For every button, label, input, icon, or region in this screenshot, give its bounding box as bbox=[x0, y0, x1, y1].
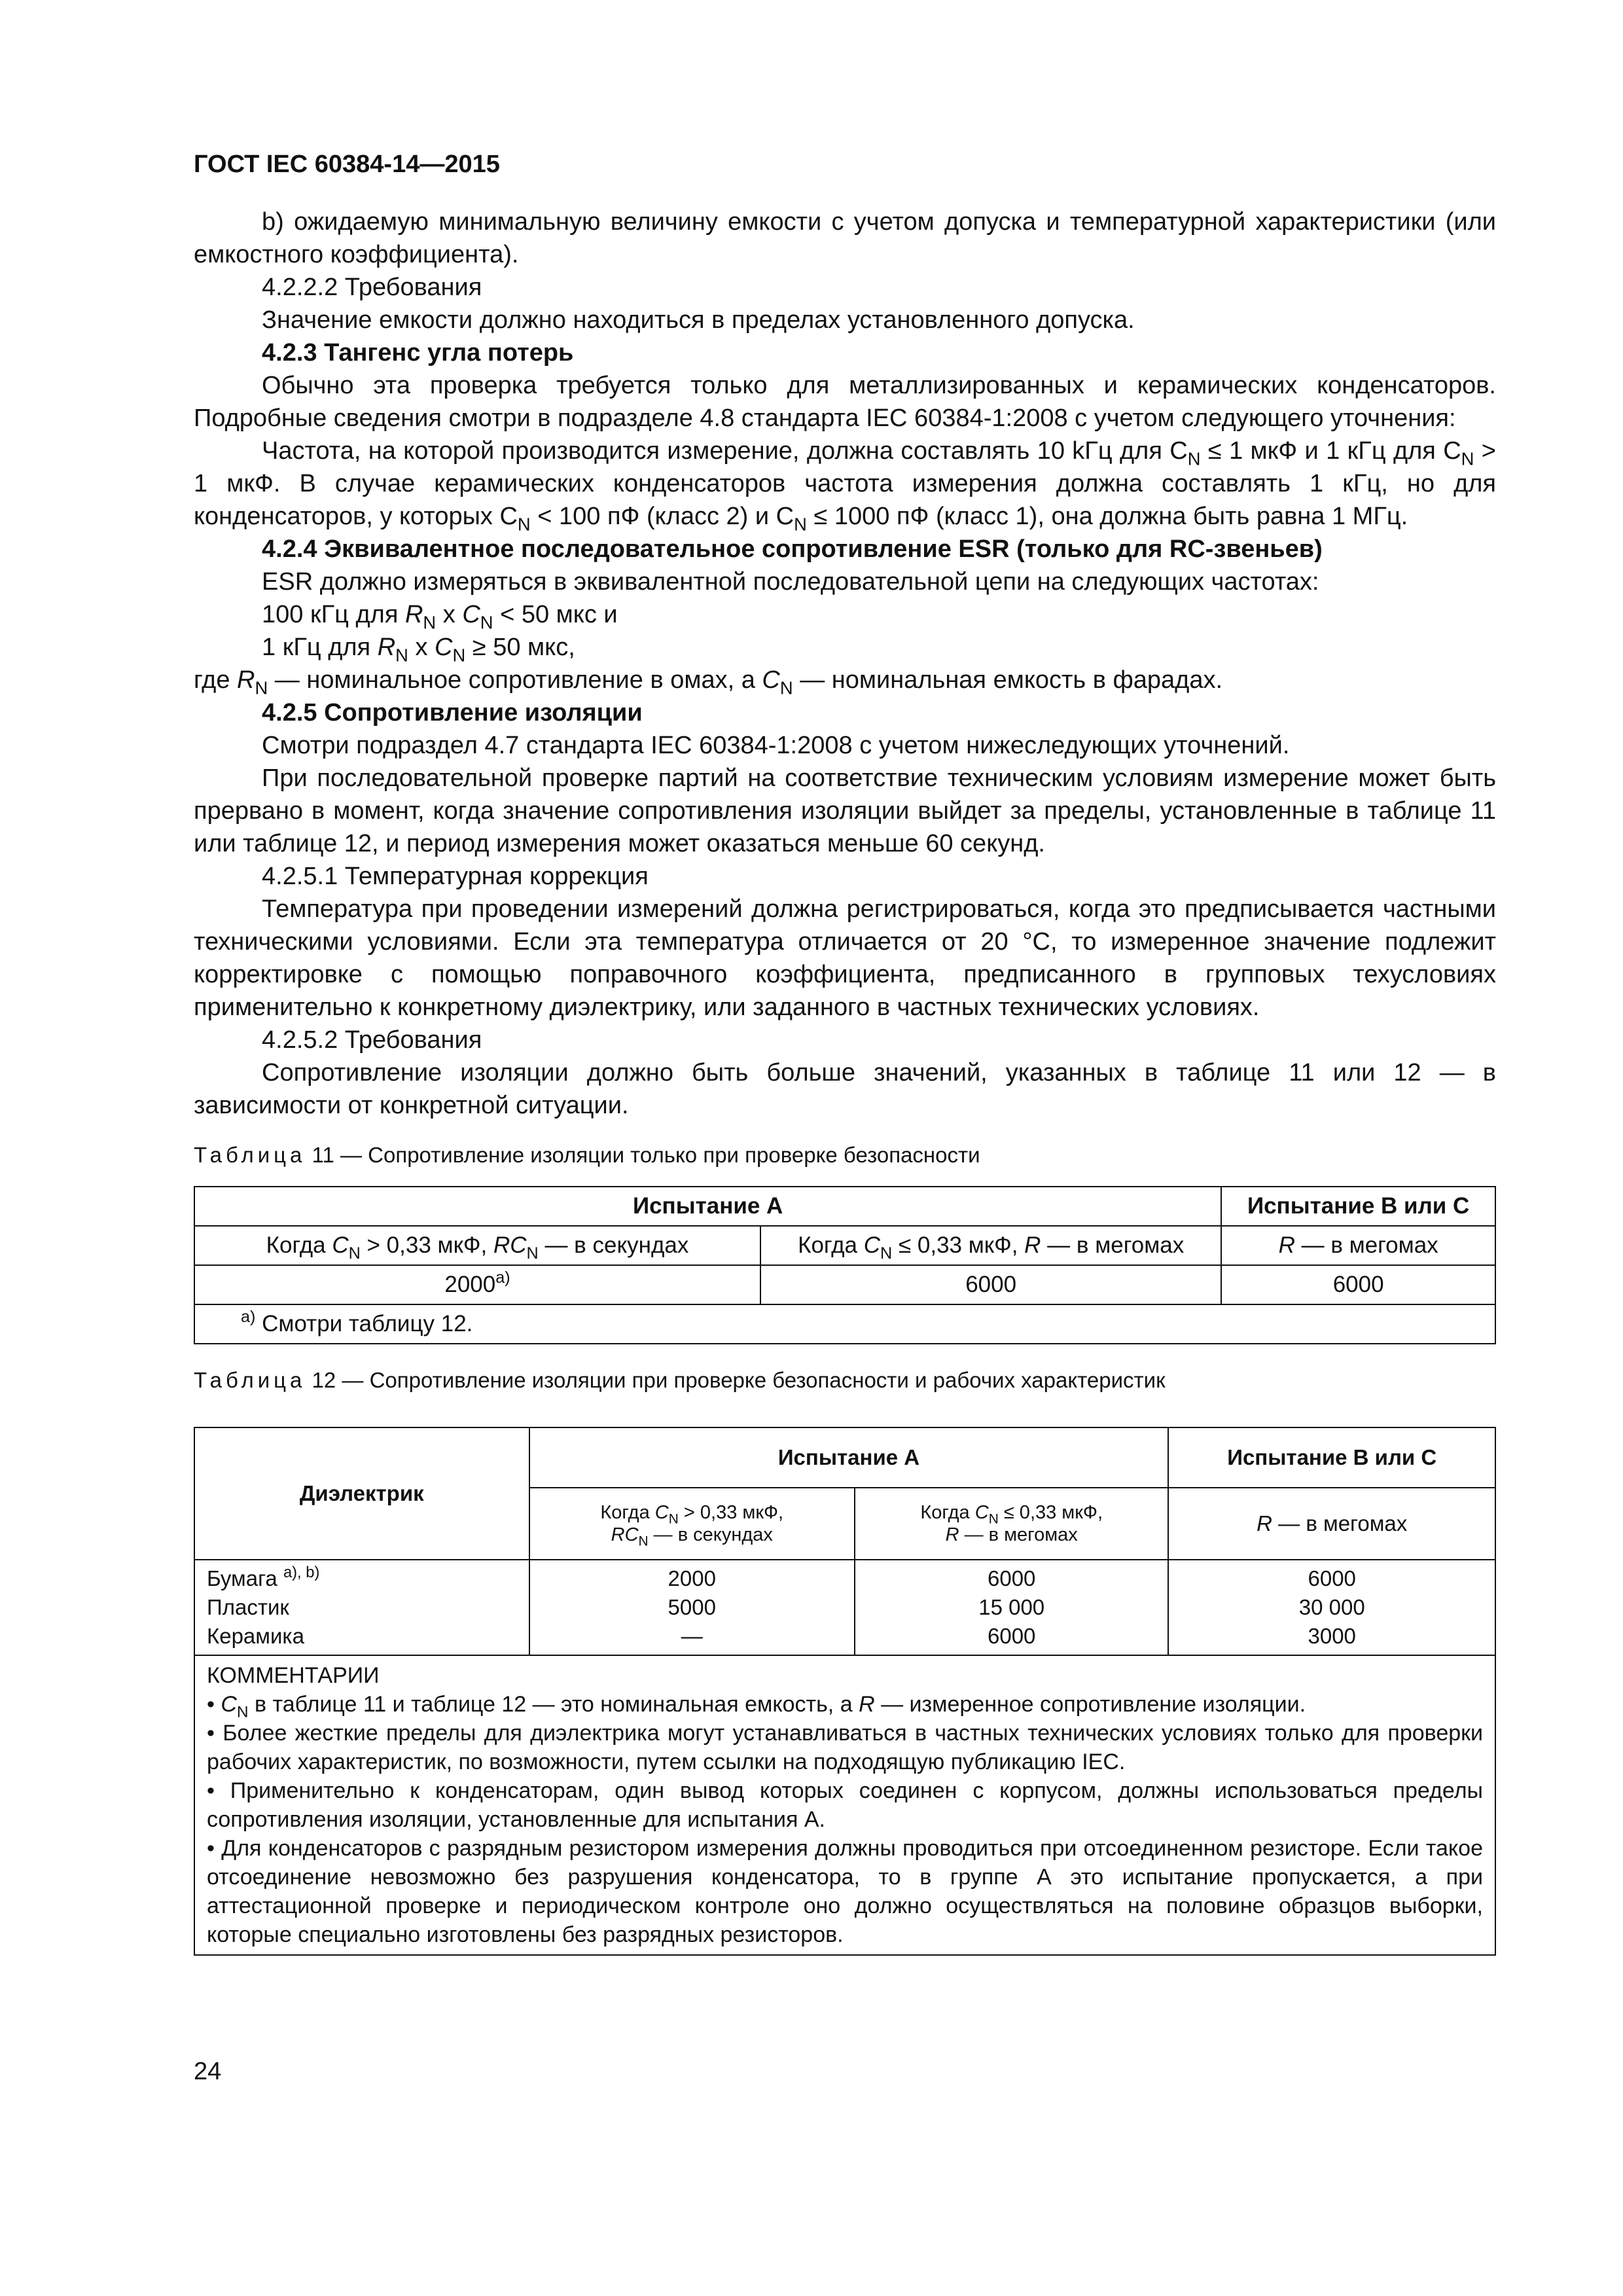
heading-4-2-5: 4.2.5 Сопротивление изоляции bbox=[262, 699, 643, 726]
subsection-4-2-5-1: 4.2.5.1 Температурная коррекция bbox=[262, 863, 649, 890]
table-11-col2-header: Когда $C_N \le 0,33$ мкФ, R — в мегомах bbox=[760, 1226, 1221, 1265]
table-11-value-2: 6000 bbox=[760, 1265, 1221, 1304]
table-12-col3-header: R — в мегомах bbox=[1168, 1488, 1495, 1560]
paragraph-loss-tangent: Обычно эта проверка требуется только для металлизированных и керамических конденсаторов. Подробные сведения смотри в подразделе 4.8 стандарта IEC 60384-1:2008 с учетом следующего уточнения: bbox=[194, 372, 1496, 432]
paragraph-esr: ESR должно измеряться в эквивалентной последовательной цепи на следующих частотах: bbox=[262, 568, 1319, 596]
document-header: ГОСТ IEC 60384-14—2015 bbox=[194, 151, 500, 178]
table-12-col2-values: 6000 15 000 6000 bbox=[855, 1560, 1168, 1655]
table-11-head-test-a: Испытание А bbox=[194, 1187, 1221, 1226]
table-12-dielectrics bbox=[194, 1560, 529, 1655]
table-11-caption: Таблица 11 — Сопротивление изоляции только при проверке безопасности bbox=[194, 1143, 980, 1167]
table-11-col3-header: R — в мегомах bbox=[1221, 1226, 1495, 1265]
table-12-caption: Таблица 12 — Сопротивление изоляции при проверке безопасности и рабочих характеристик bbox=[194, 1368, 1166, 1392]
paragraph-requirements: Сопротивление изоляции должно быть больше значений, указанных в таблице 11 или 12 — в зависимости от конкретной ситуации. bbox=[194, 1059, 1496, 1119]
comment-4: • Для конденсаторов с разрядным резистором измерения должны проводиться при отсоединенном резисторе. Если такое отсоединение невозможно без разрушения конденсатора, то в группе А это испытание пропускается, а при аттестационной проверке и периодическом контроле оно должно осуществляться на половине образцов выборки, которые специально изготовлены без разрядных резисторов. bbox=[207, 1836, 1483, 1947]
subsection-4-2-2-2: 4.2.2.2 Требования bbox=[262, 274, 482, 301]
comment-3: • Применительно к конденсаторам, один вывод которых соединен с корпусом, должны использоваться пределы сопротивления изоляции, установленные для испытания А. bbox=[207, 1778, 1483, 1832]
paragraph-see-4-7: Смотри подраздел 4.7 стандарта IEC 60384-1:2008 с учетом нижеследующих уточнений. bbox=[262, 732, 1290, 759]
heading-4-2-3: 4.2.3 Тангенс угла потерь bbox=[262, 339, 574, 367]
table-12-head-dielectric: Диэлектрик bbox=[194, 1427, 529, 1560]
paragraph-temperature: Температура при проведении измерений должна регистрироваться, когда это предписывается частными техническими условиями. Если эта температура отличается от 20 °С, то измеренное значение подлежит корректировке с помощью поправочного коэффициента, предписанного в групповых техусловиях применительно к конкретному диэлектрику, или заданного в частных технических условиях. bbox=[194, 895, 1496, 1021]
page-number: 24 bbox=[194, 2058, 222, 2085]
table-12-head-test-bc: Испытание В или С bbox=[1168, 1427, 1495, 1488]
document-page bbox=[194, 148, 1496, 1956]
table-12-col2-header: Когда $C_N \le 0,33$ мкФ, R — в мегомах bbox=[855, 1488, 1168, 1560]
table-row: Пластик bbox=[207, 1595, 289, 1619]
table-12-head-test-a: Испытание А bbox=[529, 1427, 1169, 1488]
table-12-col1-header: Когда $C_N > 0,33$ мкФ, $RC_N$ — в секундах bbox=[529, 1488, 855, 1560]
table-11 bbox=[194, 1186, 1496, 1344]
paragraph-frequency: Частота, на которой производится измерение, должна составлять 10 kГц для $C_N \le 1$ мкФ и 1 кГц для $C_N > 1$ мкФ. В случае керамических конденсаторов частота измерения должна составлять 1 кГц, но для конденсаторов, у которых $C_N < 100$ пФ (класс 2) и $C_N \le 1000$ пФ (класс 1), она должна быть равна 1 МГц. bbox=[194, 437, 1496, 535]
comment-2: • Более жесткие пределы для диэлектрика могут устанавливаться в частных технических условиях только для проверки рабочих характеристик, по возможности, путем ссылки на подходящую публикацию IEC. bbox=[207, 1721, 1483, 1774]
comments-title: КОММЕНТАРИИ bbox=[207, 1663, 380, 1688]
table-row: Керамика bbox=[207, 1624, 304, 1648]
table-12 bbox=[194, 1427, 1496, 1956]
paragraph-esr-1k: 1 кГц для $R_N$ x $C_N \ge 50$ мкс, bbox=[262, 634, 575, 666]
table-12-comments bbox=[194, 1655, 1495, 1955]
comment-1: • $C_N$ в таблице 11 и таблице 12 — это номинальная емкость, а R — измеренное сопротивление изоляции. bbox=[207, 1692, 1306, 1721]
table-11-value-3: 6000 bbox=[1221, 1265, 1495, 1304]
table-11-value-1: $2000^{а)}$ bbox=[194, 1265, 760, 1304]
table-11-col1-header: Когда $C_N > 0,33$ мкФ, $RC_N$ — в секундах bbox=[194, 1226, 760, 1265]
paragraph-capacitance: Значение емкости должно находиться в пределах установленного допуска. bbox=[262, 306, 1135, 334]
table-11-head-test-bc: Испытание В или С bbox=[1221, 1187, 1495, 1226]
paragraph-esr-100k: 100 кГц для $R_N$ x $C_N < 50$ мкс и bbox=[262, 601, 618, 633]
table-12-col1-values: 2000 5000 — bbox=[529, 1560, 855, 1655]
table-11-note: $^{а)}$ Смотри таблицу 12. bbox=[194, 1304, 1495, 1344]
paragraph-where: где $R_N$ — номинальное сопротивление в омах, а $C_N$ — номинальная емкость в фарадах. bbox=[194, 666, 1223, 698]
table-row: Бумага $^{а), b)}$ bbox=[207, 1563, 320, 1590]
table-12-col3-values: 6000 30 000 3000 bbox=[1168, 1560, 1495, 1655]
paragraph-sequential: При последовательной проверке партий на соответствие техническим условиям измерение может быть прервано в момент, когда значение сопротивления изоляции выйдет за пределы, установленные в таблице 11 или таблице 12, и период измерения может оказаться меньше 60 секунд. bbox=[194, 764, 1496, 857]
paragraph-b: b) ожидаемую минимальную величину емкости с учетом допуска и температурной характеристики (или емкостного коэффициента). bbox=[194, 208, 1496, 268]
subsection-4-2-5-2: 4.2.5.2 Требования bbox=[262, 1026, 482, 1054]
heading-4-2-4: 4.2.4 Эквивалентное последовательное сопротивление ESR (только для RC-звеньев) bbox=[262, 535, 1323, 563]
